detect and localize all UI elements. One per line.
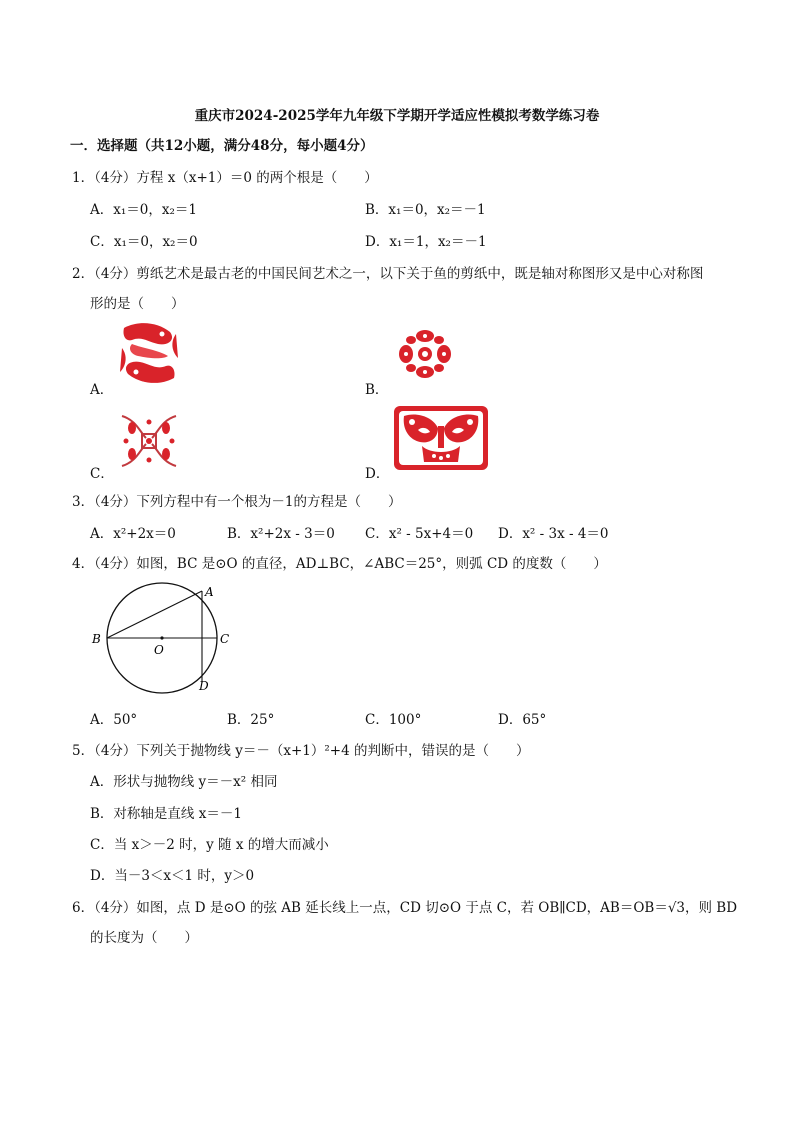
chord-ba [107,591,202,638]
papercut-fish-c-image [118,412,180,470]
label-a: A [205,585,214,599]
question-5-option-b: B．对称轴是直线 x＝－1 [90,806,242,822]
papercut-fish-b-image [394,326,456,382]
question-6-stem-line1: 6．（4分）如图，点 D 是⊙O 的弦 AB 延长线上一点，CD 切⊙O 于点 C，若 OB∥CD，AB＝OB＝√3，则 BD [72,900,738,916]
section-heading: 一．选择题（共12小题，满分48分，每小题4分） [70,138,374,154]
question-1-option-b: B．x₁＝0，x₂＝－1 [365,202,486,218]
question-1-option-a: A．x₁＝0，x₂＝1 [90,202,197,218]
question-5-option-c: C．当 x＞－2 时，y 随 x 的增大而减小 [90,837,329,853]
question-3-option-b: B．x²+2x - 3＝0 [227,526,335,542]
question-2-stem-line2: 形的是（ ） [90,296,185,312]
question-5-option-a: A．形状与抛物线 y＝－x² 相同 [90,774,278,790]
page-title: 重庆市2024-2025学年九年级下学期开学适应性模拟考数学练习卷 [194,108,600,124]
label-d: D [199,679,209,693]
question-5-stem: 5．（4分）下列关于抛物线 y＝－（x+1）²+4 的判断中，错误的是（ ） [72,743,530,759]
label-o: O [154,643,164,657]
question-4-option-c: C．100° [365,712,422,728]
question-5-option-d: D．当－3＜x＜1 时，y＞0 [90,868,255,884]
label-b: B [92,632,101,646]
question-3-option-d: D．x² - 3x - 4＝0 [498,526,609,542]
question-2-option-a: A． [90,382,114,398]
question-3-option-a: A．x²+2x＝0 [90,526,176,542]
question-3-stem: 3．（4分）下列方程中有一个根为－1的方程是（ ） [72,494,402,510]
papercut-fish-a-image [118,320,180,386]
question-2-option-b: B． [365,382,389,398]
label-c: C [220,632,230,646]
question-1-option-d: D．x₁＝1，x₂＝－1 [365,234,487,250]
question-4-stem: 4．（4分）如图，BC 是⊙O 的直径，AD⊥BC，∠ABC＝25°，则弧 CD 的度数（ ） [72,556,607,572]
question-2-option-c: C． [90,466,114,482]
question-4-option-a: A．50° [90,712,138,728]
question-2-option-d: D． [365,466,390,482]
question-3-option-c: C．x² - 5x+4＝0 [365,526,474,542]
question-2-stem-line1: 2．（4分）剪纸艺术是最古老的中国民间艺术之一，以下关于鱼的剪纸中，既是轴对称图形又是中心对称图 [72,266,704,282]
question-1-stem: 1．（4分）方程 x（x+1）＝0 的两个根是（ ） [72,170,378,186]
question-6-stem-line2: 的长度为（ ） [90,930,198,946]
center-point [160,636,163,639]
question-4-option-b: B．25° [227,712,275,728]
circle-diagram [88,578,240,694]
question-4-option-d: D．65° [498,712,547,728]
papercut-fish-d-image [392,404,490,472]
question-1-option-c: C．x₁＝0，x₂＝0 [90,234,198,250]
